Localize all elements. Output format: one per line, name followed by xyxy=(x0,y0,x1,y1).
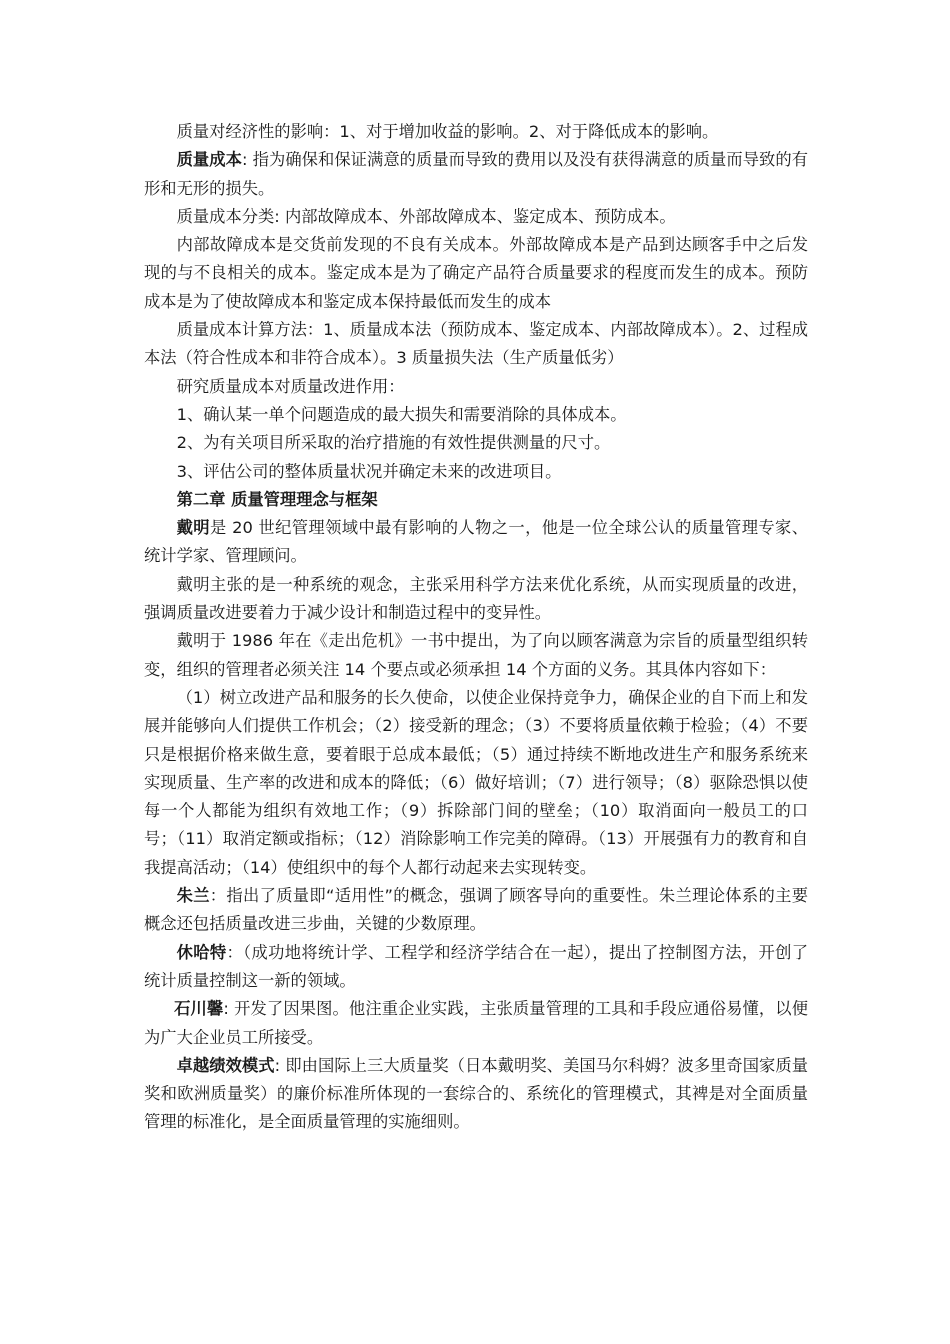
paragraph-deming-14-points: （1）树立改进产品和服务的长久使命，以使企业保持竞争力，确保企业的自下而上和发展并能够向人们提供工作机会；（2）接受新的理念；（3）不要将质量依赖于检验；（4）不要只是根据价格来做生意，要着眼于总成本最低；（5）通过持续不断地改进生产和服务系统来实现质量、生产率的改进和成本的降低；（6）做好培训；（7）进行领导；（8）驱除恐惧以使每一个人都能为组织有效地工作；（9）拆除部门间的壁垒；（10）取消面向一般员工的口号；（11）取消定额或指标；（12）消除影响工作完美的障碍。（13）开展强有力的教育和自我提高活动；（14）使组织中的每个人都行动起来去实现转变。 xyxy=(144,687,808,877)
paragraph-cost-calculation: 质量成本计算方法：1、质量成本法（预防成本、鉴定成本、内部故障成本）。2、过程成本法（符合性成本和非符合成本）。3 质量损失法（生产质量低劣） xyxy=(144,320,808,368)
chapter-heading: 第二章 质量管理理念与框架 xyxy=(176,489,378,509)
paragraph-quality-cost-definition: 质量成本: 指为确保和保证满意的质量而导致的费用以及没有获得满意的质量而导致的有形和无形的损失。 xyxy=(144,150,808,198)
paragraph-deming-view: 戴明主张的是一种系统的观念，主张采用科学方法来优化系统，从而实现质量的改进，强调质量改进要着力于减少设计和制造过程中的变异性。 xyxy=(144,574,808,623)
paragraph-deming-14-points-intro: 戴明于 1986 年在《走出危机》一书中提出，为了向以顾客满意为宗旨的质量型组织转变，组织的管理者必须关注 14 个要点或必须承担 14 个方面的义务。其具体内容如下： xyxy=(144,631,808,679)
paragraph-deming-intro: 戴明是 20 世纪管理领域中最有影响的人物之一，他是一位全球公认的质量管理专家、统计学家、管理顾问。 xyxy=(144,518,808,566)
paragraph-ishikawa: 石川馨: 开发了因果图。他注重企业实践，主张质量管理的工具和手段应通俗易懂，以便为广大企业员工所接受。 xyxy=(144,999,808,1047)
list-item-3: 3、评估公司的整体质量状况并确定未来的改进项目。 xyxy=(176,461,562,481)
list-item-2: 2、为有关项目所采取的治疗措施的有效性提供测量的尺寸。 xyxy=(176,433,611,453)
term-excellence-model: 卓越绩效模式 xyxy=(176,1055,275,1075)
paragraph-research-effect: 研究质量成本对质量改进作用： xyxy=(176,376,405,396)
paragraph-quality-cost-categories: 质量成本分类: 内部故障成本、外部故障成本、鉴定成本、预防成本。 xyxy=(176,206,676,226)
document-body xyxy=(144,118,808,1137)
paragraph-juran: 朱兰：指出了质量即“适用性”的概念，强调了顾客导向的重要性。朱兰理论体系的主要概念还包括质量改进三步曲，关键的少数原理。 xyxy=(144,886,808,934)
paragraph-quality-economy: 质量对经济性的影响：1、对于增加收益的影响。2、对于降低成本的影响。 xyxy=(176,122,719,141)
term-deming: 戴明 xyxy=(176,518,210,538)
paragraph-cost-types-explained: 内部故障成本是交货前发现的不良有关成本。外部故障成本是产品到达顾客手中之后发现的与不良相关的成本。鉴定成本是为了确定产品符合质量要求的程度而发生的成本。预防成本是为了使故障成本和鉴定成本保持最低而发生的成本 xyxy=(144,235,808,311)
paragraph-excellence-model: 卓越绩效模式: 即由国际上三大质量奖（日本戴明奖、美国马尔科姆？波多里奇国家质量奖和欧洲质量奖）的廉价标准所体现的一套综合的、系统化的管理模式，其裨是对全面质量管理的标准化，是全面质量管理的实施细则。 xyxy=(144,1055,808,1132)
term-quality-cost: 质量成本 xyxy=(176,150,242,170)
term-shewhart: 休哈特 xyxy=(176,942,227,962)
paragraph-shewhart: 休哈特：（成功地将统计学、工程学和经济学结合在一起），提出了控制图方法，开创了统计质量控制这一新的领域。 xyxy=(144,942,808,990)
term-ishikawa: 石川馨 xyxy=(174,999,224,1019)
list-item-1: 1、确认某一单个问题造成的最大损失和需要消除的具体成本。 xyxy=(176,404,627,424)
term-juran: 朱兰 xyxy=(176,886,210,906)
